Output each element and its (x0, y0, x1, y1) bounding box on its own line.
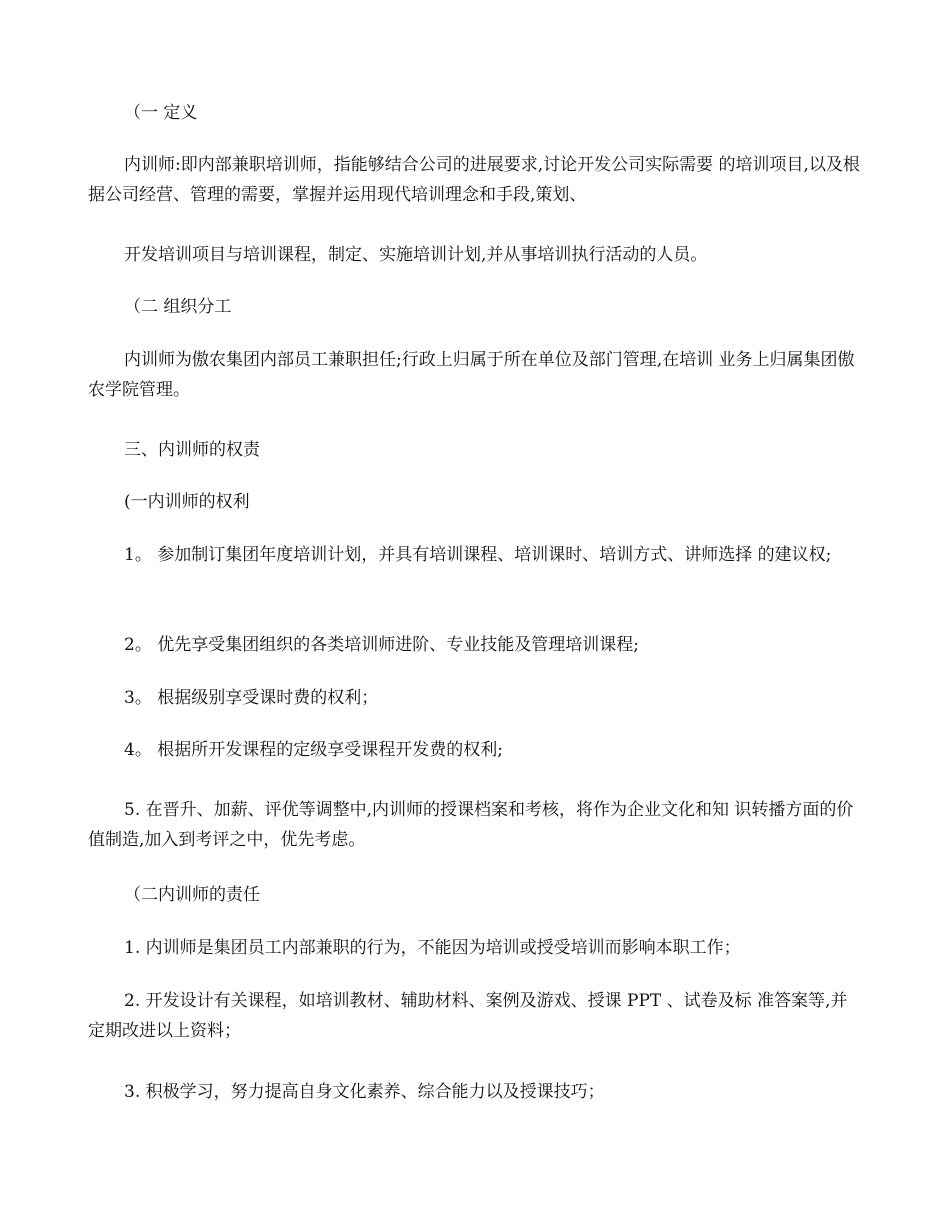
list-item-responsibility-3: 3. 积极学习，努力提高自身文化素养、综合能力以及授课技巧； (124, 1082, 605, 1102)
list-item-responsibility-2: 2. 开发设计有关课程，如培训教材、辅助材料、案例及游戏、授课 PPT 、试卷及标 准答案等,并定期改进以上资料； (88, 991, 848, 1041)
list-item-responsibility-1: 1. 内训师是集团员工内部兼职的行为，不能因为培训或授受培训而影响本职工作； (124, 938, 741, 958)
heading-rights: (一内训师的权利 (124, 492, 250, 512)
list-item-right-2: 2。 优先享受集团组织的各类培训师进阶、专业技能及管理培训课程; (124, 635, 639, 655)
list-item-right-4: 4。 根据所开发课程的定级享受课程开发费的权利; (124, 740, 503, 760)
paragraph-definition-continued: 开发培训项目与培训课程，制定、实施培训计划,并从事培训执行活动的人员。 (124, 245, 708, 265)
heading-rights-responsibilities: 三、内训师的权责 (124, 440, 260, 460)
paragraph-definition: 内训师:即内部兼职培训师，指能够结合公司的进展要求,讨论开发公司实际需要 的培训项目,以及根据公司经营、管理的需要，掌握并运用现代培训理念和手段,策划、 (88, 155, 860, 205)
list-item-right-3: 3。 根据级别享受课时费的权利； (124, 688, 379, 708)
list-item-right-1: 1。 参加制订集团年度培训计划，并具有培训课程、培训课时、培训方式、讲师选择 的建议权; (124, 545, 832, 565)
paragraph-organization: 内训师为傲农集团内部员工兼职担任;行政上归属于所在单位及部门管理,在培训 业务上归属集团傲农学院管理。 (88, 350, 855, 400)
heading-organization: （二 组织分工 (124, 297, 232, 317)
list-item-right-5: 5. 在晋升、加薪、评优等调整中,内训师的授课档案和考核，将作为企业文化和知 识转播方面的价值制造,加入到考评之中，优先考虑。 (88, 800, 854, 850)
heading-definition: （一 定义 (124, 103, 198, 123)
heading-responsibilities: （二内训师的责任 (124, 885, 260, 905)
